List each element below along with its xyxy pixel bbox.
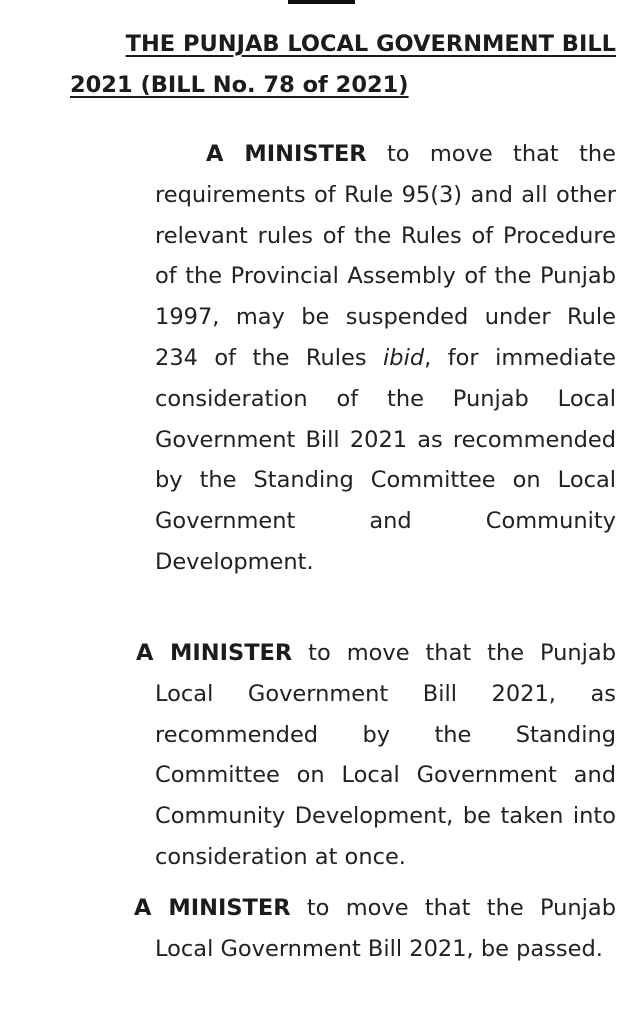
top-edge-bar [288, 0, 355, 4]
motion-text-italic: ibid [383, 344, 425, 371]
bill-title-line-2: 2021 (BILL No. 78 of 2021) [70, 72, 409, 98]
motion-text: to move that the Punjab Local Government Bill 2021, be passed. [155, 895, 616, 962]
bill-title [70, 24, 616, 106]
motion-lead: A MINISTER [136, 640, 293, 666]
motion-consideration [136, 633, 616, 878]
motion-suspend-rules [155, 134, 616, 583]
motion-lead: A MINISTER [134, 895, 291, 921]
motion-text: , for immediate consideration of the Punjab Local Government Bill 2021 as recommended by the Standing Committee on Local Government and Community Development. [155, 344, 616, 575]
motion-text: to move that the requirements of Rule 95(3) and all other relevant rules of the Rules of Procedure of the Provincial Assembly of the Punjab 1997, may be suspended under Rule 234 of the Rules [155, 141, 616, 371]
motion-passing [134, 888, 616, 970]
bill-title-line-1: THE PUNJAB LOCAL GOVERNMENT BILL [125, 31, 616, 57]
motion-lead: A MINISTER [206, 141, 367, 167]
motion-text: to move that the Punjab Local Government Bill 2021, as recommended by the Standing Committee on Local Government and Community Development, be taken into consideration at once. [155, 640, 616, 870]
